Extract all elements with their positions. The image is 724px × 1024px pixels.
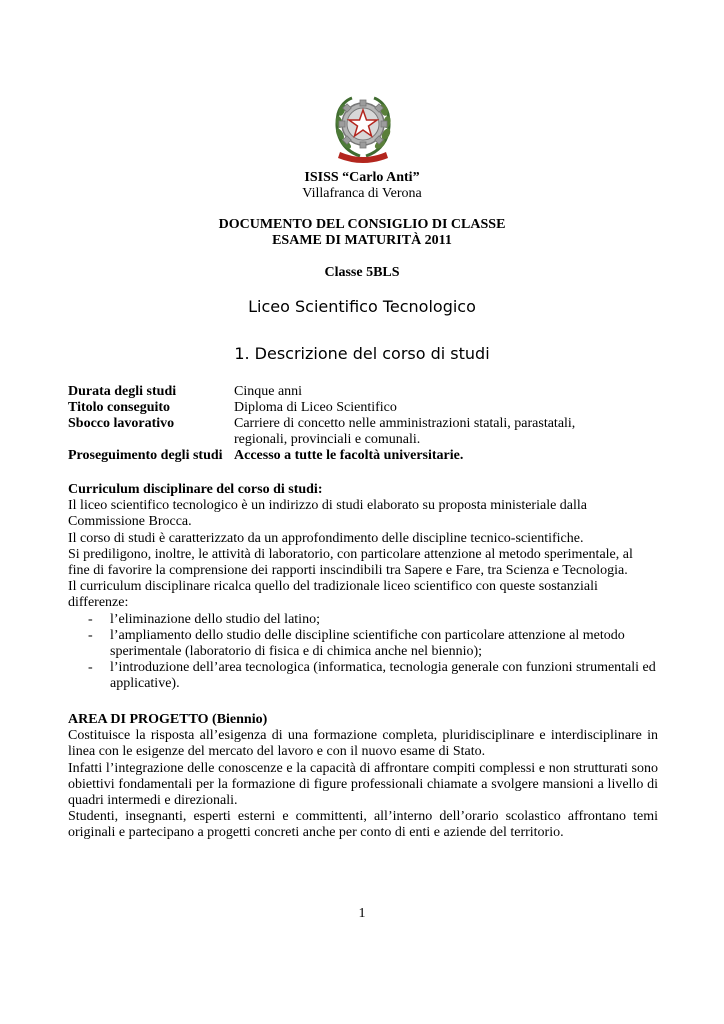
bullet-dash: - bbox=[88, 627, 93, 643]
curriculum-paragraph: Si prediligono, inoltre, le attività di laboratorio, con particolare attenzione al metodo sperimentale, al fine di favorire la comprensione dei rapporti inscindibili tra Sapere e Fare, tra Scienza e Tecnologia. bbox=[68, 546, 633, 579]
info-label: Titolo conseguito bbox=[68, 400, 171, 415]
info-row-career bbox=[68, 416, 628, 448]
main-heading: Liceo Scientifico Tecnologico bbox=[248, 297, 476, 316]
info-label: Sbocco lavorativo bbox=[68, 416, 175, 431]
school-city: Villafranca di Verona bbox=[302, 186, 422, 201]
document-title-line-1: DOCUMENTO DEL CONSIGLIO DI CLASSE bbox=[218, 217, 506, 232]
list-item-text: l’introduzione dell’area tecnologica (informatica, tecnologia generale con funzioni strumentali ed applicative). bbox=[110, 660, 656, 692]
differences-list bbox=[68, 612, 658, 693]
project-area-title: AREA DI PROGETTO (Biennio) bbox=[68, 712, 268, 727]
project-area-paragraph: Infatti l’integrazione delle conoscenze e la capacità di affrontare compiti complessi e non strutturati sono obiettivi fondamentali per la formazione di figure professionali chiamate a svolgere mansioni a livello di quadri intermedi e direzionali. bbox=[68, 760, 658, 809]
course-info-table bbox=[68, 384, 628, 464]
curriculum-paragraph: Il curriculum disciplinare ricalca quello del tradizionale liceo scientifico con queste sostanziali differenze: bbox=[68, 579, 598, 611]
project-area-section bbox=[68, 712, 658, 842]
bullet-dash: - bbox=[88, 660, 93, 676]
info-value: Accesso a tutte le facoltà universitarie. bbox=[234, 448, 464, 463]
info-value: Carriere di concetto nelle amministrazioni statali, parastatali, regionali, provinciali e comunali. bbox=[234, 416, 576, 447]
republic-emblem-icon bbox=[330, 92, 396, 164]
school-name: ISISS “Carlo Anti” bbox=[304, 170, 420, 185]
info-label: Durata degli studi bbox=[68, 384, 177, 399]
project-area-paragraph: Costituisce la risposta all’esigenza di una formazione completa, pluridisciplinare e interdisciplinare in linea con le esigenze del mercato del lavoro e con il nuovo esame di Stato. bbox=[68, 728, 658, 760]
curriculum-title: Curriculum disciplinare del corso di studi: bbox=[68, 482, 323, 497]
section-heading: 1. Descrizione del corso di studi bbox=[234, 344, 490, 363]
curriculum-section bbox=[68, 482, 658, 693]
info-row-title bbox=[68, 400, 628, 416]
class-label: Classe 5BLS bbox=[324, 265, 400, 280]
curriculum-paragraph: Il corso di studi è caratterizzato da un approfondimento delle discipline tecnico-scientifiche. bbox=[68, 530, 584, 546]
list-item bbox=[68, 612, 658, 628]
page-number: 1 bbox=[358, 906, 366, 921]
list-item-text: l’eliminazione dello studio del latino; bbox=[110, 611, 320, 627]
info-value: Diploma di Liceo Scientifico bbox=[234, 400, 397, 415]
info-row-duration bbox=[68, 384, 628, 400]
list-item-text: l’ampliamento dello studio delle discipline scientifiche con particolare attenzione al metodo sperimentale (laboratorio di fisica e di chimica anche nel biennio); bbox=[110, 627, 625, 660]
document-title-line-2: ESAME DI MATURITÀ 2011 bbox=[272, 233, 452, 248]
list-item bbox=[68, 660, 658, 692]
curriculum-paragraph: Il liceo scientifico tecnologico è un indirizzo di studi elaborato su proposta ministeriale dalla Commissione Brocca. bbox=[68, 498, 588, 530]
info-row-further-studies bbox=[68, 448, 628, 464]
project-area-paragraph: Studenti, insegnanti, esperti esterni e committenti, all’interno dell’orario scolastico affrontano temi originali e partecipano a progetti concreti anche per conto di enti e aziende del territorio. bbox=[68, 809, 658, 841]
info-value: Cinque anni bbox=[234, 384, 303, 399]
list-item bbox=[68, 628, 658, 660]
bullet-dash: - bbox=[88, 611, 93, 627]
info-label: Proseguimento degli studi bbox=[68, 448, 223, 463]
